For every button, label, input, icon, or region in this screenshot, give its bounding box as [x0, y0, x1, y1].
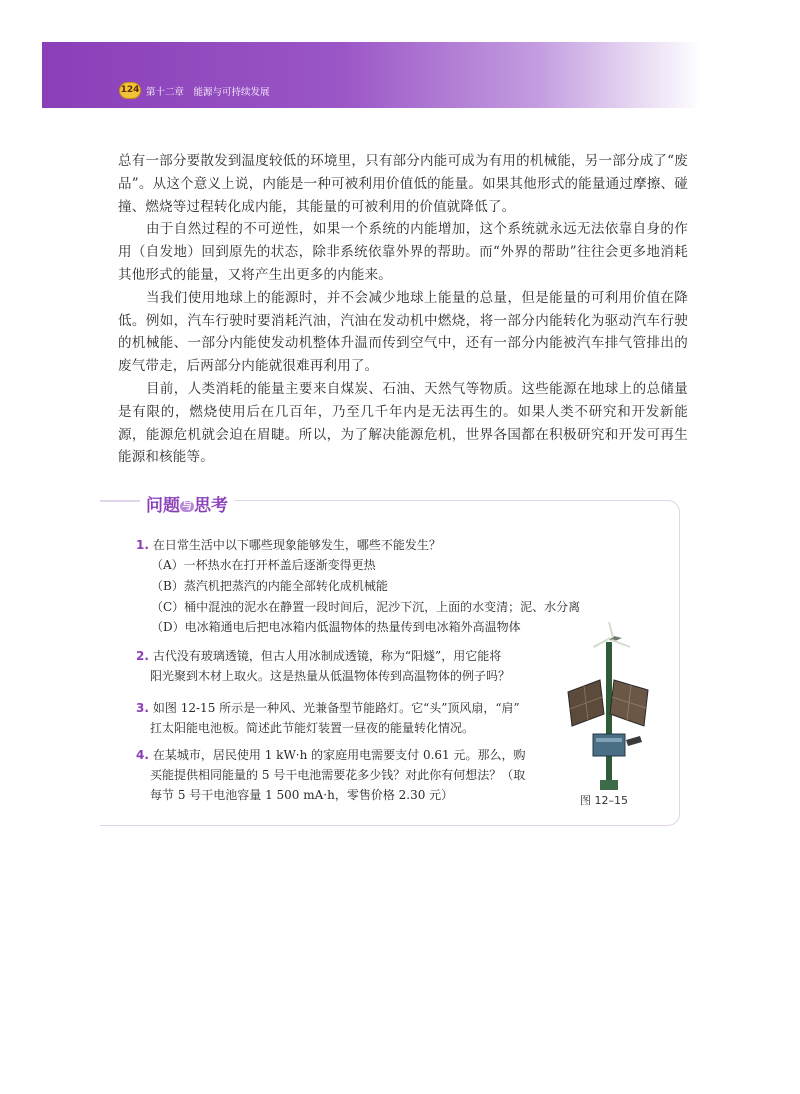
- body-text: [118, 150, 688, 469]
- question-number: 2.: [136, 649, 149, 663]
- box-title: [140, 491, 234, 516]
- question-line: 在某城市，居民使用 1 kW·h 的家庭用电需要支付 0.61 元。那么，购: [152, 748, 526, 762]
- box-title-link: 与: [182, 501, 192, 512]
- lamp-pole: [606, 642, 612, 788]
- solar-panel-left: [568, 680, 604, 726]
- question-number: 1.: [136, 538, 149, 552]
- turbine-blade: [611, 639, 630, 648]
- question-line: 买能提供相同能量的 5 号干电池需要花多少钱？对此你有何想法？（取: [150, 768, 526, 782]
- question-line: 如图 12-15 所示是一种风、光兼备型节能路灯。它“头”顶风扇，“肩”: [152, 701, 520, 715]
- question-text: 在日常生活中以下哪些现象能够发生，哪些不能发生？: [152, 538, 441, 552]
- turbine-nacelle: [609, 636, 622, 641]
- header-band: [42, 42, 702, 108]
- lamp-head: [626, 736, 642, 746]
- page-number: 124: [119, 82, 141, 99]
- battery-box: [593, 734, 625, 756]
- option-c: （C）桶中混浊的泥水在静置一段时间后，泥沙下沉，上面的水变清；泥、水分离: [151, 600, 581, 614]
- question-3: [136, 698, 520, 738]
- turbine-blade: [608, 622, 614, 638]
- street-lamp-illustration: [560, 622, 660, 790]
- option-b: （B）蒸汽机把蒸汽的内能全部转化成机械能: [151, 579, 388, 593]
- box-title-part: 问题: [146, 496, 180, 516]
- question-number: 4.: [136, 748, 149, 762]
- chapter-title: 第十二章 能源与可持续发展: [146, 87, 270, 98]
- question-line: 每节 5 号干电池容量 1 500 mA·h，零售价格 2.30 元）: [150, 788, 454, 802]
- lamp-base: [600, 780, 618, 790]
- paragraph: 由于自然过程的不可逆性，如果一个系统的内能增加，这个系统就永远无法依靠自身的作用（自发地）回到原先的状态，除非系统依靠外界的帮助。而“外界的帮助”往往会更多地消耗其他形式的能量，又将产生出更多的内能来。: [118, 221, 688, 283]
- question-line: 古代没有玻璃透镜，但古人用冰制成透镜，称为“阳燧”，用它能将: [152, 649, 502, 663]
- solar-panel-right: [610, 680, 648, 726]
- figure-caption: 图 12–15: [580, 794, 628, 807]
- box-title-part: 思考: [194, 496, 228, 516]
- question-line: 阳光聚到木材上取火。这是热量从低温物体传到高温物体的例子吗？: [150, 669, 511, 683]
- question-4: [136, 745, 526, 805]
- box-title-line: [100, 501, 140, 502]
- question-2: [136, 646, 510, 686]
- paragraph: 当我们使用地球上的能源时，并不会减少地球上能量的总量，但是能量的可利用价值在降低。例如，汽车行驶时要消耗汽油，汽油在发动机中燃烧，将一部分内能转化为驱动汽车行驶的机械能、一部分内能使发动机整体升温而传到空气中，还有一部分内能被汽车排气管排出的废气带走，后两部分内能就很难再利用了。: [118, 289, 688, 375]
- question-line: 扛太阳能电池板。简述此节能灯装置一昼夜的能量转化情况。: [150, 721, 475, 735]
- question-number: 3.: [136, 701, 149, 715]
- option-a: （A）一杯热水在打开杯盖后逐渐变得更热: [151, 558, 376, 572]
- question-1: [136, 535, 441, 555]
- paragraph: 目前，人类消耗的能量主要来自煤炭、石油、天然气等物质。这些能源在地球上的总储量是有限的，燃烧使用后在几百年，乃至几千年内是无法再生的。如果人类不研究和开发新能源，能源危机就会迫在眉睫。所以，为了解决能源危机，世界各国都在积极研究和开发可再生能源和核能等。: [118, 380, 688, 466]
- paragraph: 总有一部分要散发到温度较低的环境里，只有部分内能可成为有用的机械能，另一部分成了“废品”。从这个意义上说，内能是一种可被利用价值低的能量。如果其他形式的能量通过摩擦、碰撞、燃烧等过程转化成内能，其能量的可被利用的价值就降低了。: [118, 153, 688, 215]
- battery-box-label: [596, 738, 622, 742]
- option-d: （D）电冰箱通电后把电冰箱内低温物体的热量传到电冰箱外高温物体: [151, 620, 521, 634]
